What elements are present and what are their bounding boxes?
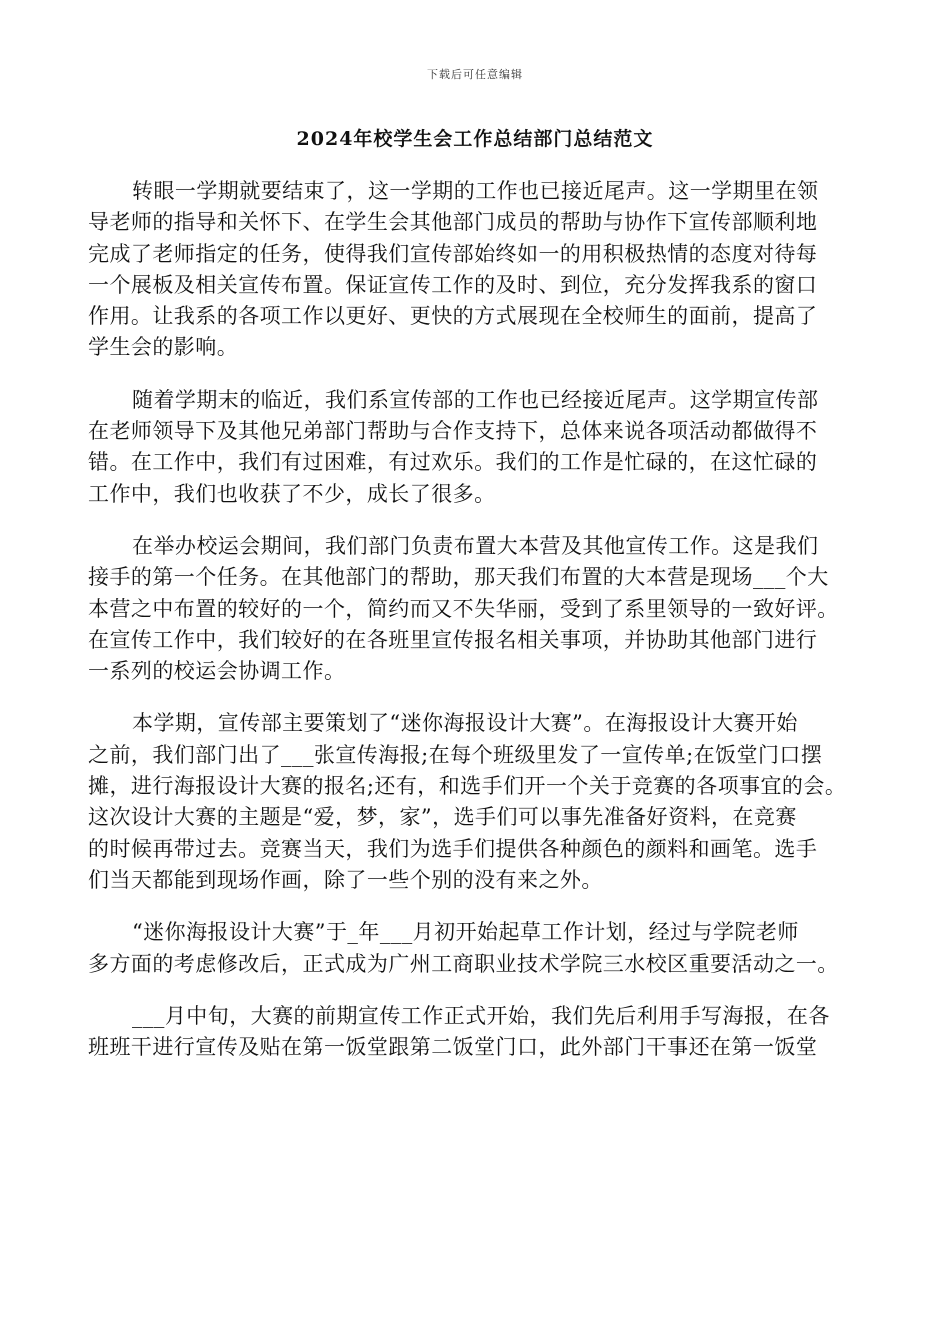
paragraph-line: 摊，进行海报设计大赛的报名;还有，和选手们开一个关于竞赛的各项事宜的会。 [88,774,847,799]
paragraph-line: ___月中旬，大赛的前期宣传工作正式开始，我们先后利用手写海报，在各 [132,1003,830,1028]
paragraph-line: 随着学期末的临近，我们系宣传部的工作也已经接近尾声。这学期宣传部 [132,387,819,412]
paragraph [88,708,878,896]
paragraph-line: 本学期，宣传部主要策划了“迷你海报设计大赛”。在海报设计大赛开始 [132,711,798,736]
paragraph [88,1001,878,1064]
paragraph-line: 在老师领导下及其他兄弟部门帮助与合作支持下，总体来说各项活动都做得不 [88,419,818,444]
paragraph-line: 这次设计大赛的主题是“爱，梦，家”，选手们可以事先准备好资料，在竞赛 [88,805,797,830]
paragraph-line: 一个展板及相关宣传布置。保证宣传工作的及时、到位，充分发挥我系的窗口 [88,272,818,297]
paragraph-line: 转眼一学期就要结束了，这一学期的工作也已接近尾声。这一学期里在领 [132,179,819,203]
paragraph-line: 错。在工作中，我们有过困难，有过欢乐。我们的工作是忙碌的，在这忙碌的 [88,450,818,475]
paragraph-line: 的时候再带过去。竞赛当天，我们为选手们提供各种颜色的颜料和画笔。选手 [88,836,818,861]
paragraph-line: 工作中，我们也收获了不少，成长了很多。 [88,481,496,506]
document-title: 2024年校学生会工作总结部门总结范文 [296,128,654,150]
paragraph-line: 导老师的指导和关怀下、在学生会其他部门成员的帮助与协作下宣传部顺利地 [88,210,818,235]
paragraph-line: 在举办校运会期间，我们部门负责布置大本营及其他宣传工作。这是我们 [132,533,819,558]
paragraph-line: 完成了老师指定的任务，使得我们宣传部始终如一的用积极热情的态度对待每 [88,241,818,266]
paragraph-line: 作用。让我系的各项工作以更好、更快的方式展现在全校师生的面前，提高了 [88,304,818,329]
paragraph-line: 多方面的考虑修改后，正式成为广州工商职业技术学院三水校区重要活动之一。 [88,951,839,976]
paragraph-line: 在宣传工作中，我们较好的在各班里宣传报名相关事项，并协助其他部门进行 [88,627,818,652]
paragraph-line: 学生会的影响。 [88,335,239,360]
paragraph-line: 班班干进行宣传及贴在第一饭堂跟第二饭堂门口，此外部门干事还在第一饭堂 [88,1035,818,1060]
paragraph [88,917,878,980]
paragraph-line: 接手的第一个任务。在其他部门的帮助，那天我们布置的大本营是现场___个大 [88,565,829,590]
paragraph [88,385,878,510]
paragraph-line: 之前，我们部门出了___张宣传海报;在每个班级里发了一宣传单;在饭堂门口摆 [88,742,823,767]
document-body [88,176,878,1084]
paragraph [88,531,878,687]
paragraph-line: 本营之中布置的较好的一个，简约而又不失华丽，受到了系里领导的一致好评。 [88,596,839,621]
paragraph-line: “迷你海报设计大赛”于_年___月初开始起草工作计划，经过与学院老师 [132,920,799,945]
paragraph [88,176,878,364]
header-note: 下载后可任意编辑 [427,68,523,81]
paragraph-line: 一系列的校运会协调工作。 [88,659,346,684]
paragraph-line: 们当天都能到现场作画，除了一些个别的没有来之外。 [88,867,603,892]
